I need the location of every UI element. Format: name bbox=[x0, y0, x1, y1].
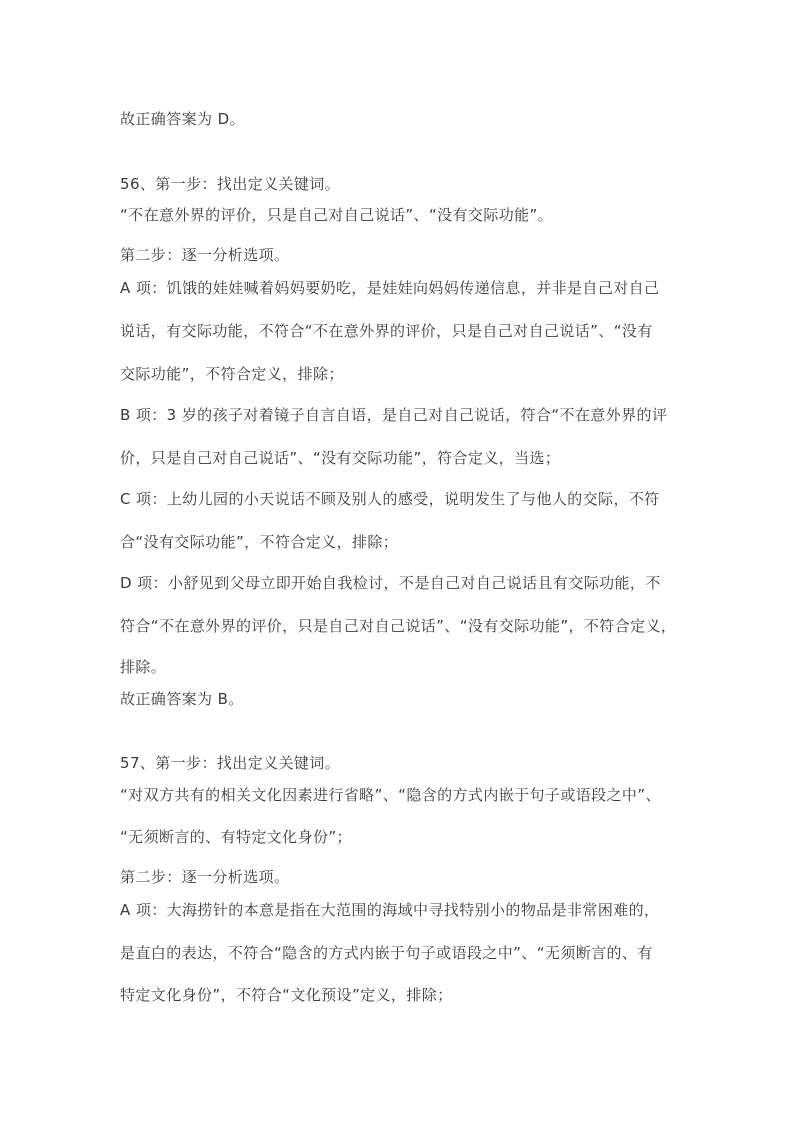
q57-option-a-line1: A 项：大海捞针的本意是指在大范围的海域中寻找特别小的物品是非常困难的， bbox=[120, 901, 660, 919]
q56-option-c-line1: C 项：上幼儿园的小天说话不顾及别人的感受，说明发生了与他人的交际，不符 bbox=[120, 490, 660, 508]
q56-step2: 第二步：逐一分析选项。 bbox=[120, 246, 290, 264]
q56-option-c-line2: 合“没有交际功能”，不符合定义，排除； bbox=[120, 533, 399, 551]
q56-option-d-line2: 符合“不在意外界的评价，只是自己对自己说话”、“没有交际功能”，不符合定义， bbox=[120, 617, 677, 635]
q56-option-d-line3: 排除。 bbox=[120, 658, 167, 676]
q56-keywords: “不在意外界的评价，只是自己对自己说话”、“没有交际功能”。 bbox=[120, 206, 554, 224]
q57-option-a-line3: 特定文化身份”，不符合“文化预设”定义，排除； bbox=[120, 986, 453, 1004]
q56-option-a-line2: 说话，有交际功能，不符合“不在意外界的评价，只是自己对自己说话”、“没有 bbox=[120, 322, 653, 340]
q57-keywords-line1: “对双方共有的相关文化因素进行省略”、“隐含的方式内嵌于句子或语段之中”、 bbox=[120, 786, 661, 804]
q56-option-a-line1: A 项：饥饿的娃娃喊着妈妈要奶吃，是娃娃向妈妈传递信息，并非是自己对自己 bbox=[120, 279, 660, 297]
q57-option-a-line2: 是直白的表达，不符合“隐含的方式内嵌于句子或语段之中”、“无须断言的、有 bbox=[120, 944, 653, 962]
conclusion-56: 故正确答案为 B。 bbox=[120, 690, 244, 708]
q57-step2: 第二步：逐一分析选项。 bbox=[120, 868, 290, 886]
conclusion-55: 故正确答案为 D。 bbox=[120, 110, 245, 128]
q56-option-d-line1: D 项：小舒见到父母立即开始自我检讨，不是自己对自己说话且有交际功能，不 bbox=[120, 574, 661, 592]
q56-option-b-line2: 价，只是自己对自己说话”、“没有交际功能”，符合定义，当选； bbox=[120, 449, 561, 467]
q56-option-a-line3: 交际功能”，不符合定义，排除； bbox=[120, 365, 344, 383]
q57-step1: 57、第一步：找出定义关键词。 bbox=[120, 754, 341, 772]
q56-option-b-line1: B 项：3 岁的孩子对着镜子自言自语，是自己对自己说话，符合“不在意外界的评 bbox=[120, 406, 668, 424]
q57-keywords-line2: “无须断言的、有特定文化身份”； bbox=[120, 828, 352, 846]
q56-step1: 56、第一步：找出定义关键词。 bbox=[120, 175, 341, 193]
